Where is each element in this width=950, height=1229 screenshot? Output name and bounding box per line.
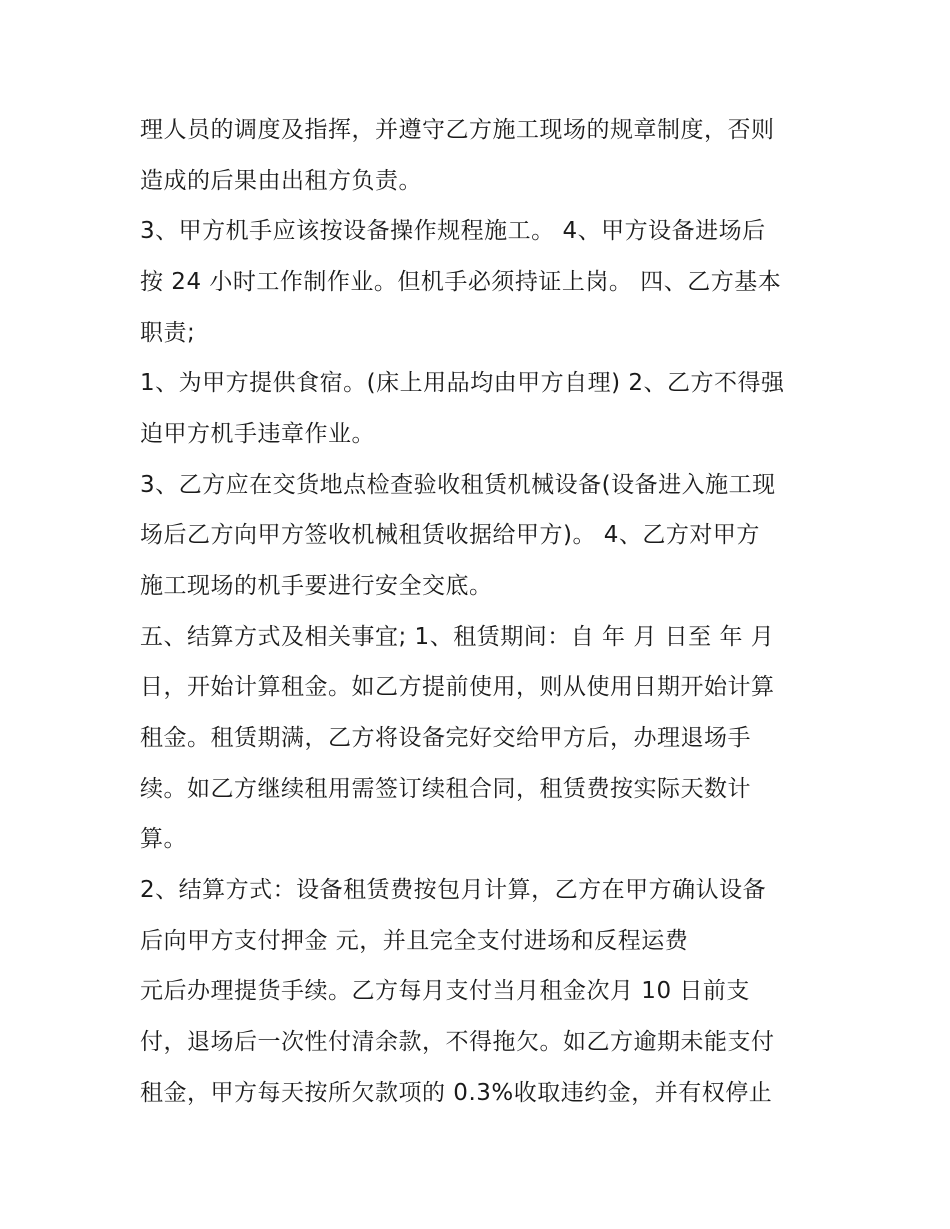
text-line: 按 24 小时工作制作业。但机手必须持证上岗。 四、乙方基本 [140, 269, 782, 295]
text-line: 算。 [140, 826, 187, 852]
text-line: 元后办理提货手续。乙方每月支付当月租金次月 10 日前支 [140, 978, 750, 1004]
text-line: 场后乙方向甲方签收机械租赁收据给甲方)。 4、乙方对甲方 [140, 522, 760, 548]
text-line: 3、乙方应在交货地点检查验收租赁机械设备(设备进入施工现 [140, 472, 776, 498]
text-line: 后向甲方支付押金 元，并且完全支付进场和反程运费 [140, 928, 689, 954]
text-line: 续。如乙方继续租用需签订续租合同，租赁费按实际天数计 [140, 776, 751, 802]
text-line: 付，退场后一次性付清余款，不得拖欠。如乙方逾期未能支付 [140, 1029, 775, 1055]
text-line: 施工现场的机手要进行安全交底。 [140, 573, 493, 599]
text-line: 租金，甲方每天按所欠款项的 0.3%收取违约金，并有权停止 [140, 1080, 773, 1106]
text-line: 迫甲方机手违章作业。 [140, 421, 375, 447]
text-line: 租金。租赁期满，乙方将设备完好交给甲方后，办理退场手 [140, 725, 751, 751]
text-line: 造成的后果由出租方负责。 [140, 168, 422, 194]
text-line: 2、结算方式：设备租赁费按包月计算，乙方在甲方确认设备 [140, 877, 767, 903]
text-line: 职责; [140, 320, 196, 346]
text-line: 3、甲方机手应该按设备操作规程施工。 4、甲方设备进场后 [140, 218, 766, 244]
text-line: 理人员的调度及指挥，并遵守乙方施工现场的规章制度，否则 [140, 117, 775, 143]
text-line: 1、为甲方提供食宿。(床上用品均由甲方自理) 2、乙方不得强 [140, 370, 785, 396]
text-line: 五、结算方式及相关事宜; 1、租赁期间：自 年 月 日至 年 月 [140, 624, 775, 650]
text-line: 日，开始计算租金。如乙方提前使用，则从使用日期开始计算 [140, 674, 775, 700]
